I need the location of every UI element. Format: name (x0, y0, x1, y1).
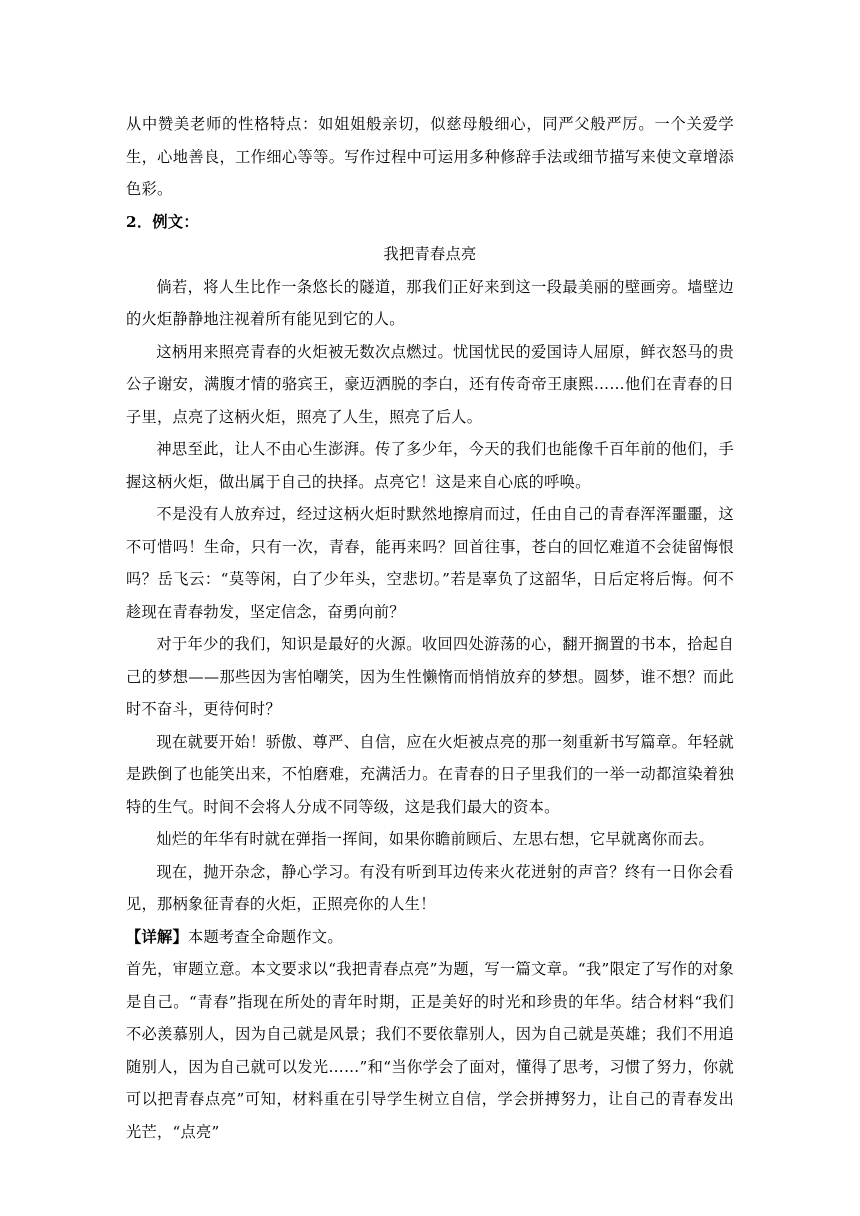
example-label: 2．例文： (126, 212, 199, 231)
intro-paragraph: 从中赞美老师的性格特点：如姐姐般亲切，似慈母般细心，同严父般严厉。一个关爱学生，心地善良，工作细心等等。写作过程中可运用多种修辞手法或细节描写来使文章增添色彩。 (126, 115, 734, 198)
essay-paragraph: 倘若，将人生比作一条悠长的隧道，那我们正好来到这一段最美丽的壁画旁。墙壁边的火炬静静地注视着所有能见到它的人。 (126, 277, 734, 328)
detail-label: 【详解】 (126, 927, 188, 946)
essay-paragraph: 不是没有人放弃过，经过这柄火炬时默然地擦肩而过，任由自己的青春浑浑噩噩，这不可惜吗！生命，只有一次，青春，能再来吗？回首往事，苍白的回忆难道不会徒留悔恨吗？岳飞云：“莫等闲，白了少年头，空悲切。”若是辜负了这韶华，日后定将后悔。何不趁现在青春勃发，坚定信念，奋勇向前？ (126, 505, 734, 621)
essay-title: 我把青春点亮 (383, 245, 477, 263)
essay-paragraph: 现在，抛开杂念，静心学习。有没有听到耳边传来火花迸射的声音？终有一日你会看见，那柄象征青春的火炬，正照亮你的人生！ (126, 862, 734, 913)
detail-line (126, 921, 734, 954)
essay-paragraph: 这柄用来照亮青春的火炬被无数次点燃过。忧国忧民的爱国诗人屈原，鲜衣怒马的贵公子谢安，满腹才情的骆宾王，豪迈洒脱的李白，还有传奇帝王康熙……他们在青春的日子里，点亮了这柄火炬，照亮了人生，照亮了后人。 (126, 342, 734, 426)
detail-text: 本题考查全命题作文。 (187, 927, 343, 946)
essay-paragraph: 神思至此，让人不由心生澎湃。传了多少年，今天的我们也能像千百年前的他们，手握这柄火炬，做出属于自己的抉择。点亮它！这是来自心底的呼唤。 (126, 440, 734, 491)
essay-paragraph: 灿烂的年华有时就在弹指一挥间，如果你瞻前顾后、左思右想，它早就离你而去。 (156, 830, 714, 848)
essay-paragraph: 现在就要开始！骄傲、尊严、自信，应在火炬被点亮的那一刻重新书写篇章。年轻就是跌倒了也能笑出来，不怕磨难，充满活力。在青春的日子里我们的一举一动都渲染着独特的生气。时间不会将人分成不同等级，这是我们最大的资本。 (126, 732, 734, 816)
essay-paragraph: 对于年少的我们，知识是最好的火源。收回四处游荡的心，翻开搁置的书本，拾起自己的梦想——那些因为害怕嘲笑，因为生性懒惰而悄悄放弃的梦想。圆梦，谁不想？而此时不奋斗，更待何时？ (126, 635, 734, 718)
document-body (126, 108, 734, 1148)
analysis-paragraph: 首先，审题立意。本文要求以“我把青春点亮”为题，写一篇文章。“我”限定了写作的对象是自己。“青春”指现在所处的青年时期，正是美好的时光和珍贵的年华。结合材料“我们不必羡慕别人，因为自己就是风景；我们不要依靠别人，因为自己就是英雄；我们不用追随别人，因为自己就可以发光……”和“当你学会了面对，懂得了思考，习惯了努力，你就可以把青春点亮”可知，材料重在引导学生树立自信，学会拼搏努力，让自己的青春发出光芒，“点亮” (126, 960, 734, 1141)
